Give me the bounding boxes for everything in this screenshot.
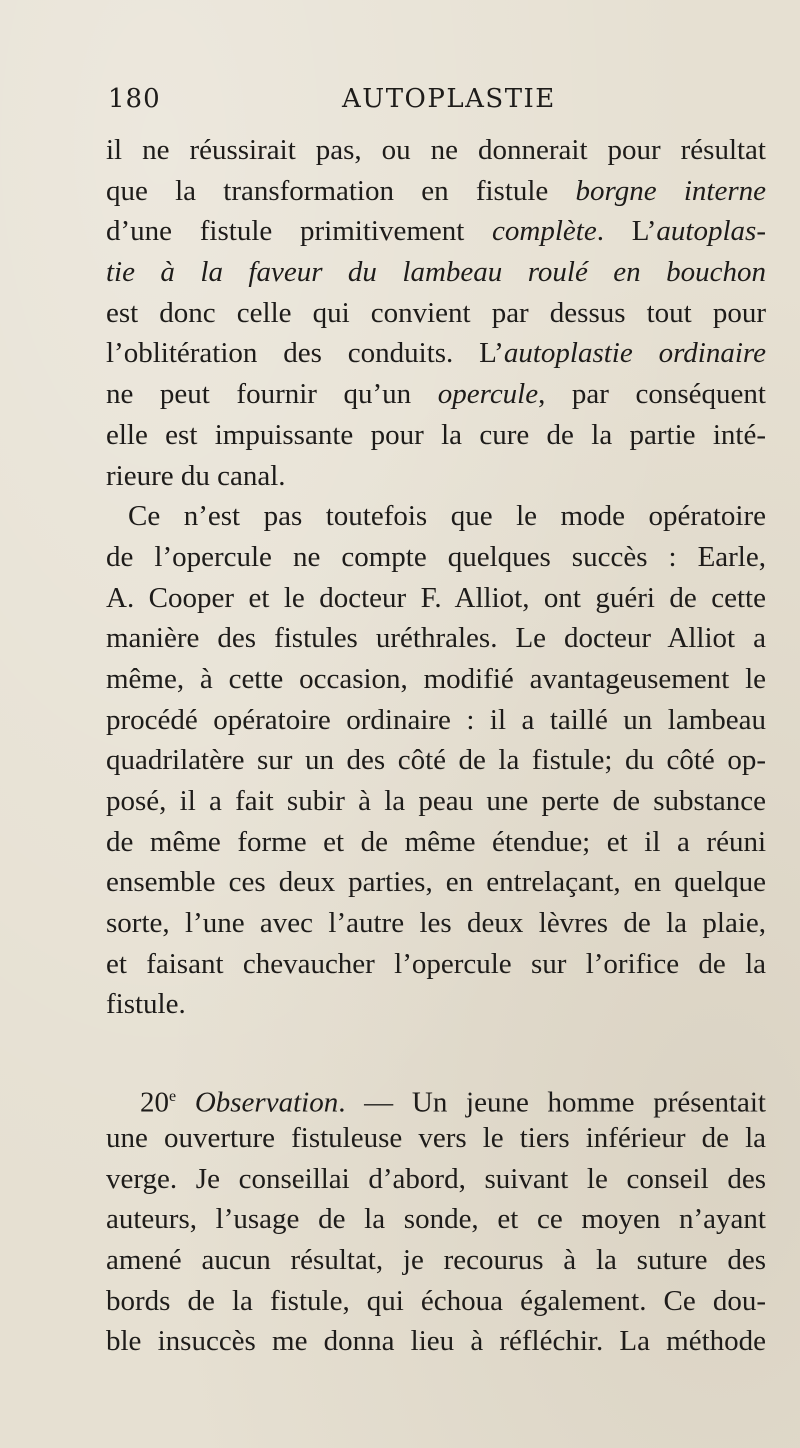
text-line: de l’opercule ne compte quelques succès : Earle, xyxy=(106,540,766,573)
text-line: rieure du canal. xyxy=(106,459,286,492)
italic-term: autoplastie ordinaire xyxy=(503,337,766,370)
text-line: de même forme et de même étendue; et il a réuni xyxy=(106,825,766,858)
paragraph-1 xyxy=(106,130,766,496)
text-line: que la transformation en fistule borgne interne xyxy=(106,174,767,207)
observation-number: 20 xyxy=(140,1086,169,1119)
text-line: d’une fistule primitivement complète. L’autoplas- xyxy=(106,215,766,248)
text-line: l’oblitération des conduits. L’autoplastie ordinaire xyxy=(106,337,766,370)
paragraph-2 xyxy=(106,496,766,1025)
paragraph-3 xyxy=(106,1077,766,1362)
text-line: auteurs, l’usage de la sonde, et ce moyen n’ayant xyxy=(106,1203,766,1236)
text-line: manière des fistules uréthrales. Le docteur Alliot a xyxy=(106,622,766,655)
text-line: quadrilatère sur un des côté de la fistule; du côté op- xyxy=(106,744,766,777)
text-line: une ouverture fistuleuse vers le tiers inférieur de la xyxy=(106,1121,766,1154)
text-line: fistule. xyxy=(106,988,186,1021)
text-line: verge. Je conseillai d’abord, suivant le conseil des xyxy=(106,1162,766,1195)
page-header xyxy=(108,84,768,120)
text-line: elle est impuissante pour la cure de la partie inté- xyxy=(106,418,766,451)
page-number: 180 xyxy=(108,84,161,114)
italic-term: tie à la faveur du lambeau roulé en bouchon xyxy=(106,256,766,289)
text-line: amené aucun résultat, je recourus à la suture des xyxy=(106,1243,766,1276)
text-line: et faisant chevaucher l’opercule sur l’orifice de la xyxy=(106,947,766,980)
italic-term: complète xyxy=(492,215,597,248)
text-line: procédé opératoire ordinaire : il a taillé un lambeau xyxy=(106,703,766,736)
running-title: AUTOPLASTIE xyxy=(342,84,556,114)
text-line: est donc celle qui convient par dessus tout pour xyxy=(106,296,766,329)
paragraph-gap xyxy=(106,1025,766,1077)
text-line xyxy=(106,252,766,293)
text-line: même, à cette occasion, modifié avantageusement le xyxy=(106,662,766,695)
text-line: ne peut fournir qu’un opercule, par conséquent xyxy=(106,378,766,411)
text-line: posé, il a fait subir à la peau une perte de substance xyxy=(106,785,766,817)
text-line: 20e Observation. — Un jeune homme présentait xyxy=(140,1086,766,1119)
italic-term: borgne interne xyxy=(575,174,767,207)
italic-term: opercule xyxy=(437,378,539,411)
text-line: ensemble ces deux parties, en entrelaçant, en quelque xyxy=(106,866,766,899)
observation-label: Observation xyxy=(194,1086,339,1119)
text-line: il ne réussirait pas, ou ne donnerait pour résultat xyxy=(106,134,766,166)
italic-term: autoplas- xyxy=(656,215,766,248)
superscript: e xyxy=(169,1088,177,1106)
text-line: sorte, l’une avec l’autre les deux lèvres de la plaie, xyxy=(106,907,766,940)
body-text xyxy=(106,130,766,1362)
text-line: bords de la fistule, qui échoua également. Ce dou- xyxy=(106,1284,766,1317)
text-line: A. Cooper et le docteur F. Alliot, ont guéri de cette xyxy=(106,581,766,614)
text-line: ble insuccès me donna lieu à réfléchir. La méthode xyxy=(106,1325,766,1358)
text-line: Ce n’est pas toutefois que le mode opératoire xyxy=(128,500,766,533)
